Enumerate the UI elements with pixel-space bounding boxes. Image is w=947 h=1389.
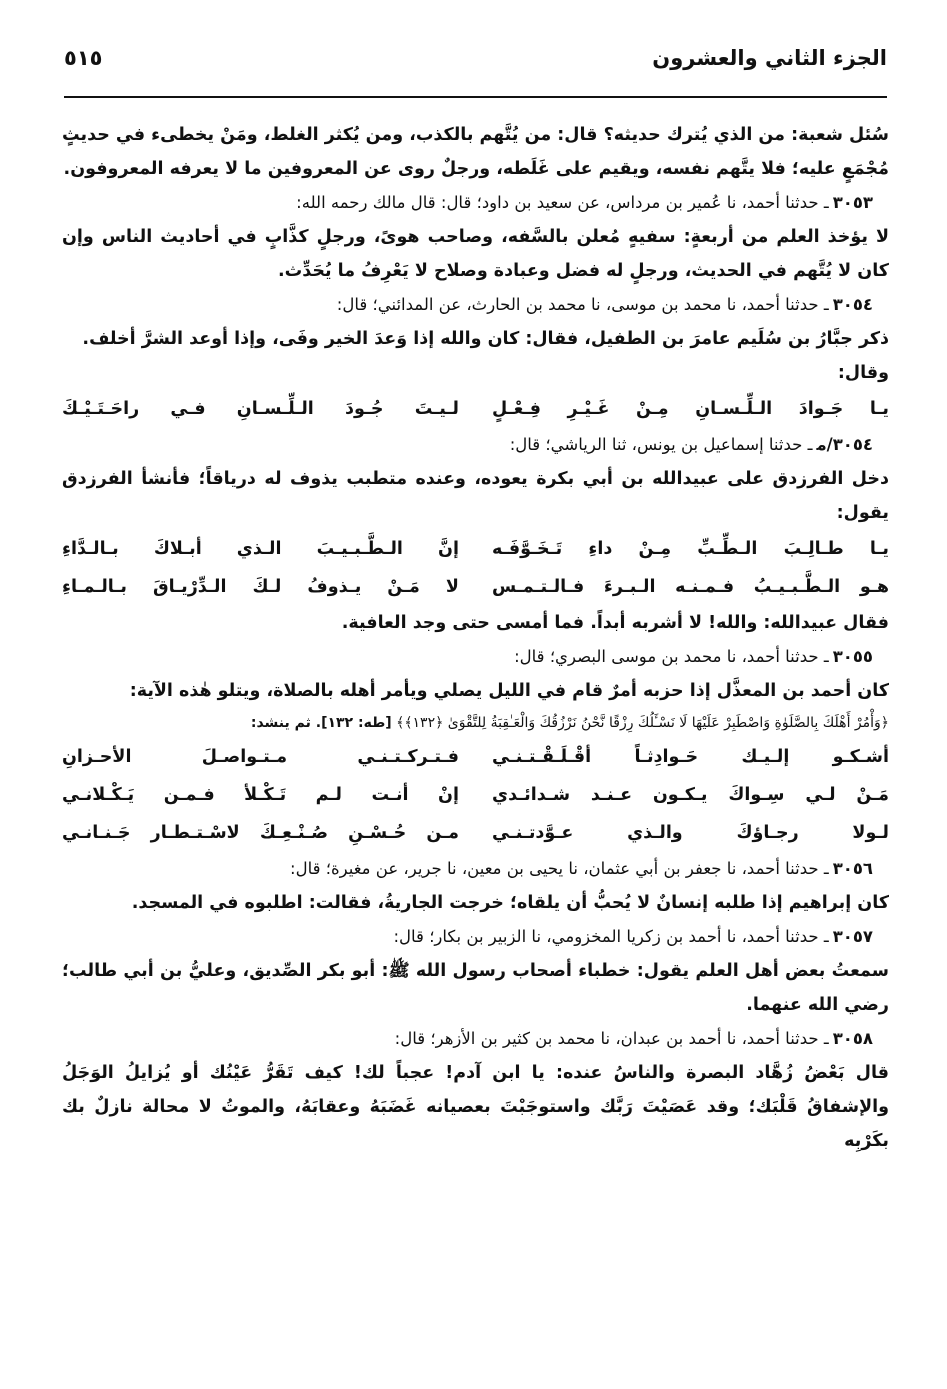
- hadith-entry: [62, 428, 889, 462]
- hadith-number: ٣٠٥٧: [832, 927, 873, 946]
- running-title: الجزء الثاني والعشرون: [652, 46, 887, 70]
- paragraph: فقال عبيدالله: والله! لا أشربه أبداً. فما أمسى حتى وجد العافية.: [341, 613, 889, 633]
- hemistich-left: إنَّ الـطَّـبـيـبَ الـذي أبـلاكَ بـالـدَّاءِ: [62, 539, 459, 559]
- hemistich-right: لـولا رجـاؤكَ والـذي عـوَّدتـنـي: [492, 823, 889, 843]
- paragraph: سمعتُ بعض أهل العلم يقول: خطباء أصحاب رسول الله ﷺ: أبو بكر الصِّديق، وعليُّ بن أبي طالب؛ رضي الله عنهما.: [62, 961, 889, 1015]
- poetry-verse: [62, 390, 889, 428]
- hadith-entry: [62, 920, 889, 954]
- paragraph: قال بَعْضُ زُهَّاد البصرة والناسُ عنده: يا ابن آدم! عجباً لك! كيف تَقَرُّ عَيْنُك أو يُزايلُ الوَجَلُ والإشفاقُ قَلْبَك؛ وقد عَصَيْتَ رَبَّك واستوجَبْتَ بعصيانه غَضَبَهُ وعقابَهُ، والموتُ لا محالة نازلٌ بك بكَرْبِه: [62, 1063, 889, 1151]
- hemistich-right: مَـنْ لـي سِـواكَ يـكـون عـنـد شـدائـدي: [492, 785, 889, 805]
- poetry-verse: [62, 568, 889, 606]
- poetry-verse: [62, 738, 889, 776]
- quran-quote: [62, 708, 889, 738]
- hadith-number: ٣٠٥٥: [832, 647, 873, 666]
- hadith-entry: [62, 288, 889, 322]
- poetry-verse: [62, 776, 889, 814]
- hemistich-left: إنْ أنـت لـم تَـكْـلأ فـمـن يَـكْـلانـي: [62, 785, 459, 805]
- quran-reference: [طه: ١٣٢]. ثم ينشد:: [250, 715, 392, 731]
- hadith-number: ٣٠٥٦: [832, 859, 873, 878]
- hadith-number: ٣٠٥٨: [832, 1029, 873, 1048]
- hadith-entry: [62, 186, 889, 220]
- page-body: [62, 118, 889, 1389]
- page-header: [64, 38, 887, 98]
- paragraph: وقال:: [837, 363, 889, 383]
- hemistich-left: فـتـركـتـنـي مـتـواصـلَ الأحـزانِ: [62, 747, 459, 767]
- poetry-verse: [62, 814, 889, 852]
- paragraph: ذكر جبَّارُ بن سُلَيم عامرَ بن الطفيل، فقال: كان والله إذا وَعدَ الخير وفَى، وإذا أوعد الشرَّ أخلف.: [82, 329, 889, 349]
- hemistich-right: أشـكـو إلـيـك حَـوادِثـاً أقْـلَـقْـتـنـي: [492, 747, 889, 767]
- chain-of-narration: ـ حدثنا أحمد، نا محمد بن موسى، نا محمد بن الحارث، عن المدائني؛ قال:: [336, 295, 829, 314]
- hadith-number: ٣٠٥٤: [832, 295, 873, 314]
- chain-of-narration: ـ حدثنا إسماعيل بن يونس، ثنا الرياشي؛ قال:: [509, 435, 813, 454]
- hemistich-right: يـا جَـوادَ الـلِّـسـانِ مِـنْ غَـيْـرِ فِـعْـلٍ: [492, 399, 889, 419]
- paragraph: سُئل شعبة: من الذي يُترك حديثه؟ قال: من يُتَّهم بالكذب، ومن يُكثر الغلط، ومَنْ يخطىء في حديثٍ مُجْمَعٍ عليه؛ فلا يتَّهم نفسه، ويقيم على غَلَطه، ورجلٌ روى عن المعروفين ما لا يعرفه المعروفون.: [62, 125, 889, 179]
- paragraph: كان أحمد بن المعذَّل إذا حزبه أمرٌ قام في الليل يصلي ويأمر أهله بالصلاة، ويتلو هٰذه الآية:: [129, 681, 889, 701]
- paragraph: كان إبراهيم إذا طلبه إنسانٌ لا يُحبُّ أن يلقاه؛ خرجت الجاريةُ، فقالت: اطلبوه في المسجد.: [131, 893, 889, 913]
- hemistich-left: مـن حُـسْـنِ صُـنْـعِـكَ لاسْـتـطـار جَـنـانـي: [62, 823, 459, 843]
- paragraph: لا يؤخذ العلم من أربعةٍ: سفيهٍ مُعلن بالسَّفه، وصاحب هوىً، ورجلٍ كذَّابٍ في أحاديث الناس وإن كان لا يُتَّهم في الحديث، ورجلٍ له فضل وعبادة وصلاح لا يَعْرِفُ ما يُحَدِّث.: [62, 227, 889, 281]
- hemistich-left: لا مَـنْ يـذوفُ لـكَ الـدِّرْيـاقَ بـالـمـاءِ: [62, 577, 459, 597]
- chain-of-narration: ـ حدثنا أحمد، نا أحمد بن زكريا المخزومي، نا الزبير بن بكار؛ قال:: [393, 927, 829, 946]
- hadith-number: ٣٠٥٣: [832, 193, 873, 212]
- hadith-entry: [62, 1022, 889, 1056]
- chain-of-narration: ـ حدثنا أحمد، نا محمد بن موسى البصري؛ قال:: [514, 647, 829, 666]
- hemistich-right: هـو الـطَّـبـيـبُ فـمـنـه الـبـرءَ فـالـتـمـس: [492, 577, 889, 597]
- page-number: ٥١٥: [64, 46, 103, 70]
- chain-of-narration: ـ حدثنا أحمد، نا جعفر بن أبي عثمان، نا يحيى بن معين، نا جرير، عن مغيرة؛ قال:: [290, 859, 829, 878]
- hemistich-right: يـا طـالِـبَ الـطِّـبِّ مِـنْ داءِ تَـخَـوَّفَـه: [492, 539, 889, 559]
- hadith-entry: [62, 640, 889, 674]
- hadith-number: ٣٠٥٤/م: [816, 435, 873, 454]
- paragraph: دخل الفرزدق على عبيدالله بن أبي بكرة يعوده، وعنده متطبب يذوف له درياقاً؛ فأنشأ الفرزدق يقول:: [62, 469, 889, 523]
- chain-of-narration: ـ حدثنا أحمد، نا أحمد بن عبدان، نا محمد بن كثير بن الأزهر؛ قال:: [394, 1029, 829, 1048]
- hadith-entry: [62, 852, 889, 886]
- quran-verse: ﴿وَأْمُرْ أَهْلَكَ بِالصَّلَوٰةِ وَاصْطَبِرْ عَلَيْهَا لَا نَسْـَٔلُكَ رِزْقًا نَّحْنُ نَرْزُقُكَ وَالْعَـٰقِبَةُ لِلتَّقْوَىٰ ﴿١٣٢﴾﴾: [396, 715, 889, 731]
- hemistich-left: لـيـتَ جُـودَ الـلِّـسـانِ فـي راحَـتَـيْـكَ: [62, 399, 459, 419]
- poetry-verse: [62, 530, 889, 568]
- chain-of-narration: ـ حدثنا أحمد، نا عُمير بن مرداس، عن سعيد بن داود؛ قال: قال مالك رحمه الله:: [296, 193, 829, 212]
